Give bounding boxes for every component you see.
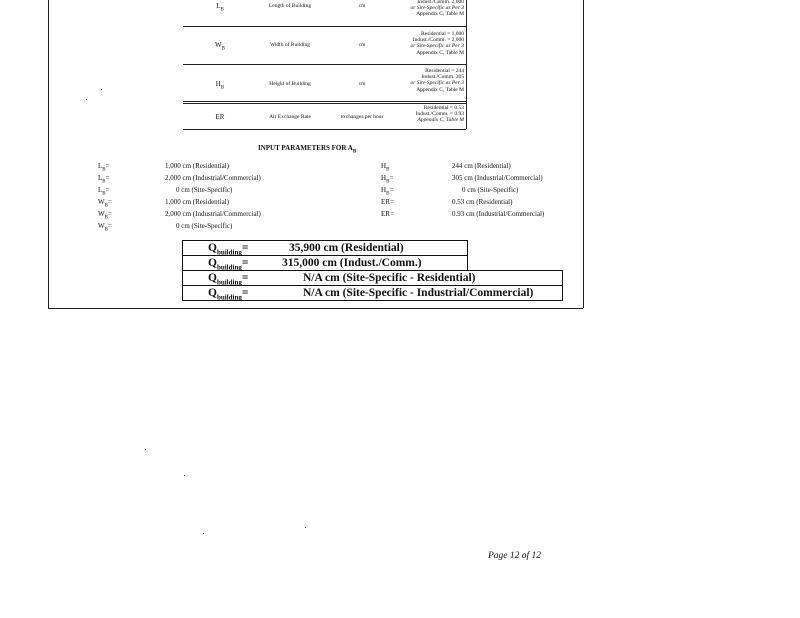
q-result-value: 315,000 cm (Indust./Comm.) xyxy=(282,257,422,269)
table-row-parameter: Height of Building xyxy=(269,81,311,87)
scan-speck xyxy=(305,527,306,528)
q-result-value: N/A cm (Site-Specific - Residential) xyxy=(303,272,476,284)
table-row-symbol: $W_B$ xyxy=(215,41,225,52)
table-row-symbol: ER xyxy=(215,113,225,121)
page-frame-left xyxy=(48,0,49,308)
scan-speck xyxy=(184,475,185,476)
param-value: 0 cm (Site-Specific) xyxy=(176,222,233,230)
table-bottom-border xyxy=(183,129,466,130)
param-value: 305 cm (Industrial/Commercial) xyxy=(452,174,543,182)
param-symbol: $L_B=$ xyxy=(98,174,110,185)
param-symbol: $W_B=$ xyxy=(98,198,112,209)
param-symbol: ER= xyxy=(381,198,394,206)
table-row-symbol: $H_B$ xyxy=(215,80,225,91)
scan-speck xyxy=(86,99,87,100)
table-row-parameter: Air Exchange Rate xyxy=(269,114,311,120)
q-result-box: $Q_{building}=$ N/A cm (Site-Specific - Industrial/Commercial) xyxy=(182,285,563,301)
param-symbol: $H_B=$ xyxy=(381,174,394,185)
param-value: 1,000 cm (Residential) xyxy=(165,198,229,206)
table-row-units: cm xyxy=(358,3,366,9)
param-value: 0 cm (Site-Specific) xyxy=(462,186,519,194)
param-value: 1,000 cm (Residential) xyxy=(165,162,229,170)
param-symbol: ER= xyxy=(381,210,394,218)
table-row-units: exchanges per hour xyxy=(340,114,384,120)
table-row-parameter: Width of Building xyxy=(269,42,311,48)
table-row-values: Indust./Comm. 2,000 or Site-Specific as Per 3 Appendix C, Table M xyxy=(410,0,464,18)
page-frame-bottom xyxy=(48,308,583,309)
q-result-box: $Q_{building}=$ 35,900 cm (Residential) xyxy=(182,240,468,256)
table-right-border xyxy=(466,0,467,129)
param-symbol: $W_B=$ xyxy=(98,210,112,221)
table-row-values: Residential = 244 Indust./Comm. 305 or Site-Specific as Per 3 Appendix C, Table M xyxy=(410,68,464,93)
table-row-units: cm xyxy=(358,81,366,87)
q-result-value: N/A cm (Site-Specific - Industrial/Commercial) xyxy=(303,287,534,299)
param-symbol: $L_B=$ xyxy=(98,186,110,197)
param-symbol: $L_B=$ xyxy=(98,162,110,173)
table-row-symbol: $L_B$ xyxy=(216,2,224,13)
scan-speck xyxy=(145,449,146,450)
table-row-values: Residential = 0.53 Indust./Comm. = 0.93 Appendix C, Table M xyxy=(415,105,464,124)
table-row-divider xyxy=(183,101,466,102)
param-symbol: $H_B$ xyxy=(381,162,390,173)
param-value: 0 cm (Site-Specific) xyxy=(176,186,233,194)
param-value: 0.53 cm (Residential) xyxy=(452,198,513,206)
scan-speck xyxy=(101,89,102,90)
table-row-divider xyxy=(183,103,466,104)
param-value: 2,000 cm (Industrial/Commercial) xyxy=(165,210,261,218)
table-row-parameter: Length of Building xyxy=(268,3,312,9)
param-value: 244 cm (Residential) xyxy=(452,162,511,170)
scan-speck xyxy=(203,533,204,534)
page-frame-right xyxy=(583,0,584,308)
section-heading: INPUT PARAMETERS FOR $A_B$ xyxy=(258,144,357,155)
page-number: Page 12 of 12 xyxy=(488,551,542,561)
q-result-value: 35,900 cm (Residential) xyxy=(289,242,404,254)
q-result-box: $Q_{building}=$ N/A cm (Site-Specific - Residential) xyxy=(182,270,563,286)
table-row-values: Residential = 1,000 Indust./Comm. = 2,000 or Site-Specific as Per 3 Appendix C, Table M xyxy=(410,31,464,56)
param-value: 0.93 cm (Industrial/Commercial) xyxy=(452,210,545,218)
param-symbol: $H_B=$ xyxy=(381,186,394,197)
table-row-divider xyxy=(183,26,466,27)
param-symbol: $W_B=$ xyxy=(98,222,112,233)
table-row-units: cm xyxy=(358,42,366,48)
param-value: 2,000 cm (Industrial/Commercial) xyxy=(165,174,261,182)
q-result-box: $Q_{building}=$ 315,000 cm (Indust./Comm.) xyxy=(182,255,468,271)
table-row-divider xyxy=(183,64,466,65)
